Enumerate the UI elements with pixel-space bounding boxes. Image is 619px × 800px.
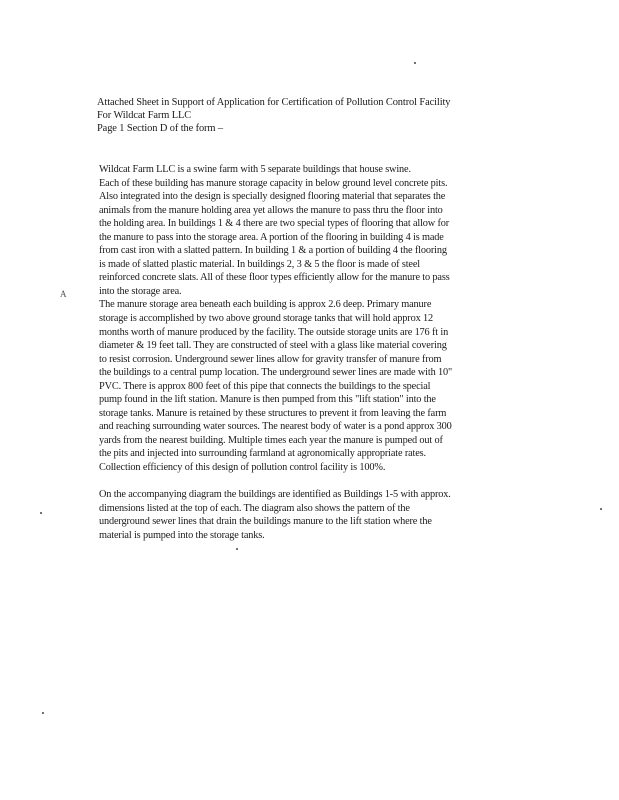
- paragraph-2-line: yards from the nearest building. Multiple times each year the manure is pumped out of: [99, 434, 443, 446]
- paragraph-1-line: into the storage area.: [99, 285, 182, 297]
- scan-speck: [40, 512, 42, 514]
- paragraph-1-line: Each of these building has manure storage capacity in below ground level concrete pits.: [99, 177, 448, 189]
- paragraph-2-line: pump found in the lift station. Manure is then pumped from this "lift station" into the: [99, 394, 436, 406]
- paragraph-2-line: storage is accomplished by two above ground storage tanks that will hold approx 12: [99, 313, 434, 325]
- scan-speck: [414, 62, 416, 64]
- header-farm-line: For Wildcat Farm LLC: [97, 110, 192, 121]
- document-header: [97, 96, 577, 135]
- paragraph-1-line: Wildcat Farm LLC is a swine farm with 5 separate buildings that house swine.: [99, 164, 411, 175]
- paragraph-1-line: from cast iron with a slatted pattern. In building 1 & a portion of building 4 the flooring: [99, 245, 447, 257]
- paragraph-2-line: the buildings to a central pump location. The underground sewer lines are made with 10": [99, 367, 453, 379]
- paragraph-2-line: diameter & 19 feet tall. They are constructed of steel with a glass like material covering: [99, 340, 447, 352]
- paragraph-2-line: storage tanks. Manure is retained by these structures to prevent it from leaving the farm: [99, 407, 447, 419]
- header-title-line: Attached Sheet in Support of Application for Certification of Pollution Control Facility: [97, 97, 451, 108]
- paragraph-3-line: On the accompanying diagram the buildings are identified as Buildings 1-5 with approx.: [99, 489, 451, 501]
- paragraph-1-line: the holding area. In buildings 1 & 4 there are two special types of flooring that allow for: [99, 218, 450, 230]
- paragraph-2-line: the pits and injected into surrounding farmland at agronomically appropriate rates.: [99, 448, 426, 460]
- header-section-line: Page 1 Section D of the form –: [97, 123, 223, 134]
- paragraph-gap: [99, 475, 579, 489]
- paragraph-2-line: PVC. There is approx 800 feet of this pipe that connects the buildings to the special: [99, 380, 431, 392]
- paragraph-1-line: is made of slatted plastic material. In buildings 2, 3 & 5 the floor is made of steel: [99, 258, 420, 270]
- scan-speck: [600, 508, 602, 510]
- document-body: [99, 163, 579, 542]
- scan-speck: [42, 712, 44, 714]
- paragraph-2-line: months worth of manure produced by the facility. The outside storage units are 176 ft in: [99, 326, 449, 338]
- paragraph-1-line: the manure to pass into the storage area. A portion of the flooring in building 4 is made: [99, 231, 444, 243]
- paragraph-2-line: Collection efficiency of this design of pollution control facility is 100%.: [99, 462, 386, 474]
- scan-speck: [236, 548, 238, 550]
- margin-mark: A: [60, 289, 67, 299]
- paragraph-3-line: dimensions listed at the top of each. The diagram also shows the pattern of the: [99, 502, 410, 514]
- paragraph-3-line: material is pumped into the storage tanks.: [99, 529, 265, 541]
- paragraph-1-line: reinforced concrete slats. All of these floor types efficiently allow for the manure to pass: [99, 272, 450, 284]
- paragraph-3-line: underground sewer lines that drain the buildings manure to the lift station where the: [99, 516, 432, 528]
- paragraph-2-line: and reaching surrounding water sources. The nearest body of water is a pond approx 300: [99, 421, 452, 433]
- paragraph-1-line: animals from the manure holding area yet allows the manure to pass thru the floor into: [99, 204, 443, 216]
- paragraph-2-line: The manure storage area beneath each building is approx 2.6 deep. Primary manure: [99, 299, 432, 311]
- paragraph-1-line: Also integrated into the design is specially designed flooring material that separates the: [99, 191, 446, 203]
- paragraph-2-line: to resist corrosion. Underground sewer lines allow for gravity transfer of manure from: [99, 353, 442, 365]
